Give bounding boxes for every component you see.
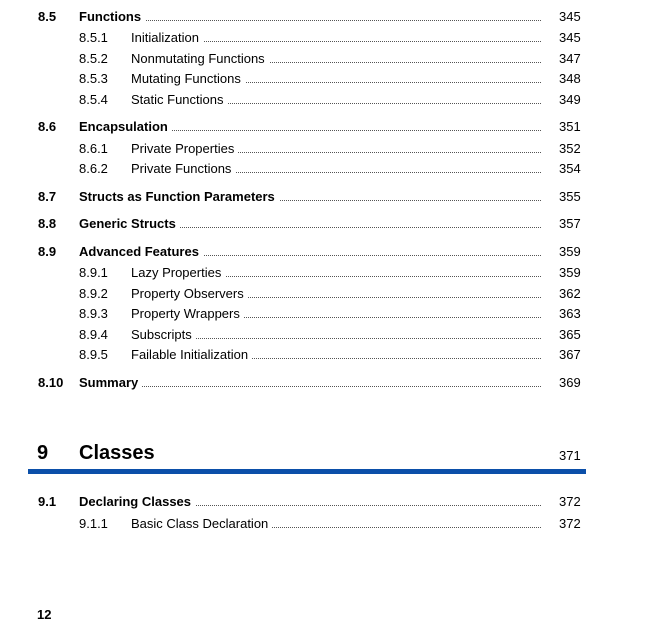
entry-page: 359: [559, 244, 581, 259]
entry-title: Advanced Features: [79, 242, 203, 262]
entry-number: 8.6.1: [79, 141, 108, 156]
toc-subsection-entry[interactable]: [0, 69, 662, 89]
toc-section-entry[interactable]: [0, 242, 662, 262]
entry-number: 8.9: [38, 244, 57, 259]
entry-title: Structs as Function Parameters: [79, 187, 279, 207]
entry-number: 8.9.2: [79, 286, 108, 301]
entry-number: 9.1: [38, 494, 57, 509]
entry-number: 8.5.1: [79, 30, 108, 45]
entry-number: 8.6.2: [79, 161, 108, 176]
chapter-number: 9: [37, 442, 49, 464]
entry-page: 355: [559, 189, 581, 204]
toc-subsection-entry[interactable]: [0, 90, 662, 110]
toc-subsection-entry[interactable]: [0, 514, 662, 534]
entry-number: 8.9.1: [79, 265, 108, 280]
entry-title: Summary: [79, 373, 142, 393]
entry-page: 352: [559, 141, 581, 156]
entry-number: 8.5.4: [79, 92, 108, 107]
toc-section-entry[interactable]: [0, 187, 662, 207]
toc-subsection-entry[interactable]: [0, 28, 662, 48]
entry-page: 365: [559, 327, 581, 342]
entry-page: 372: [559, 516, 581, 531]
toc-subsection-entry[interactable]: [0, 139, 662, 159]
entry-number: 8.9.5: [79, 347, 108, 362]
entry-number: 8.8: [38, 216, 57, 231]
entry-title: Basic Class Declaration: [131, 514, 272, 534]
entry-page: 362: [559, 286, 581, 301]
entry-title: Private Functions: [131, 159, 235, 179]
toc-section-entry[interactable]: [0, 214, 662, 234]
entry-title: Nonmutating Functions: [131, 49, 269, 69]
entry-number: 8.6: [38, 119, 57, 134]
dot-leader: [79, 386, 541, 387]
entry-title: Private Properties: [131, 139, 238, 159]
toc-section-entry[interactable]: [0, 7, 662, 27]
toc-section-entry[interactable]: [0, 373, 662, 393]
entry-page: 359: [559, 265, 581, 280]
entry-page: 345: [559, 30, 581, 45]
entry-title: Functions: [79, 7, 145, 27]
toc-subsection-entry[interactable]: [0, 159, 662, 179]
entry-number: 9.1.1: [79, 516, 108, 531]
toc-subsection-entry[interactable]: [0, 325, 662, 345]
entry-page: 351: [559, 119, 581, 134]
entry-number: 8.10: [38, 375, 64, 390]
entry-title: Subscripts: [131, 325, 196, 345]
entry-page: 357: [559, 216, 581, 231]
entry-title: Initialization: [131, 28, 203, 48]
toc-subsection-entry[interactable]: [0, 284, 662, 304]
entry-title: Encapsulation: [79, 117, 172, 137]
entry-number: 8.5.2: [79, 51, 108, 66]
toc-section-entry[interactable]: [0, 117, 662, 137]
entry-page: 349: [559, 92, 581, 107]
entry-number: 8.9.4: [79, 327, 108, 342]
entry-page: 354: [559, 161, 581, 176]
entry-page: 369: [559, 375, 581, 390]
entry-page: 348: [559, 71, 581, 86]
entry-title: Declaring Classes: [79, 492, 195, 512]
chapter-rule: [28, 469, 586, 474]
toc-subsection-entry[interactable]: [0, 263, 662, 283]
entry-title: Generic Structs: [79, 214, 180, 234]
entry-page: 367: [559, 347, 581, 362]
entry-title: Mutating Functions: [131, 69, 245, 89]
entry-page: 345: [559, 9, 581, 24]
entry-page: 363: [559, 306, 581, 321]
entry-number: 8.7: [38, 189, 57, 204]
entry-title: Property Observers: [131, 284, 248, 304]
chapter-page: 371: [559, 448, 581, 463]
entry-title: Static Functions: [131, 90, 228, 110]
toc-subsection-entry[interactable]: [0, 49, 662, 69]
entry-page: 347: [559, 51, 581, 66]
entry-title: Property Wrappers: [131, 304, 244, 324]
dot-leader: [79, 20, 541, 21]
toc-subsection-entry[interactable]: [0, 304, 662, 324]
entry-title: Lazy Properties: [131, 263, 225, 283]
entry-number: 8.5.3: [79, 71, 108, 86]
chapter-heading[interactable]: [0, 440, 662, 476]
entry-number: 8.5: [38, 9, 57, 24]
entry-title: Failable Initialization: [131, 345, 252, 365]
toc-subsection-entry[interactable]: [0, 345, 662, 365]
toc-section-entry[interactable]: [0, 492, 662, 512]
chapter-title: Classes: [79, 442, 155, 464]
entry-page: 372: [559, 494, 581, 509]
page-number: 12: [37, 607, 52, 622]
entry-number: 8.9.3: [79, 306, 108, 321]
